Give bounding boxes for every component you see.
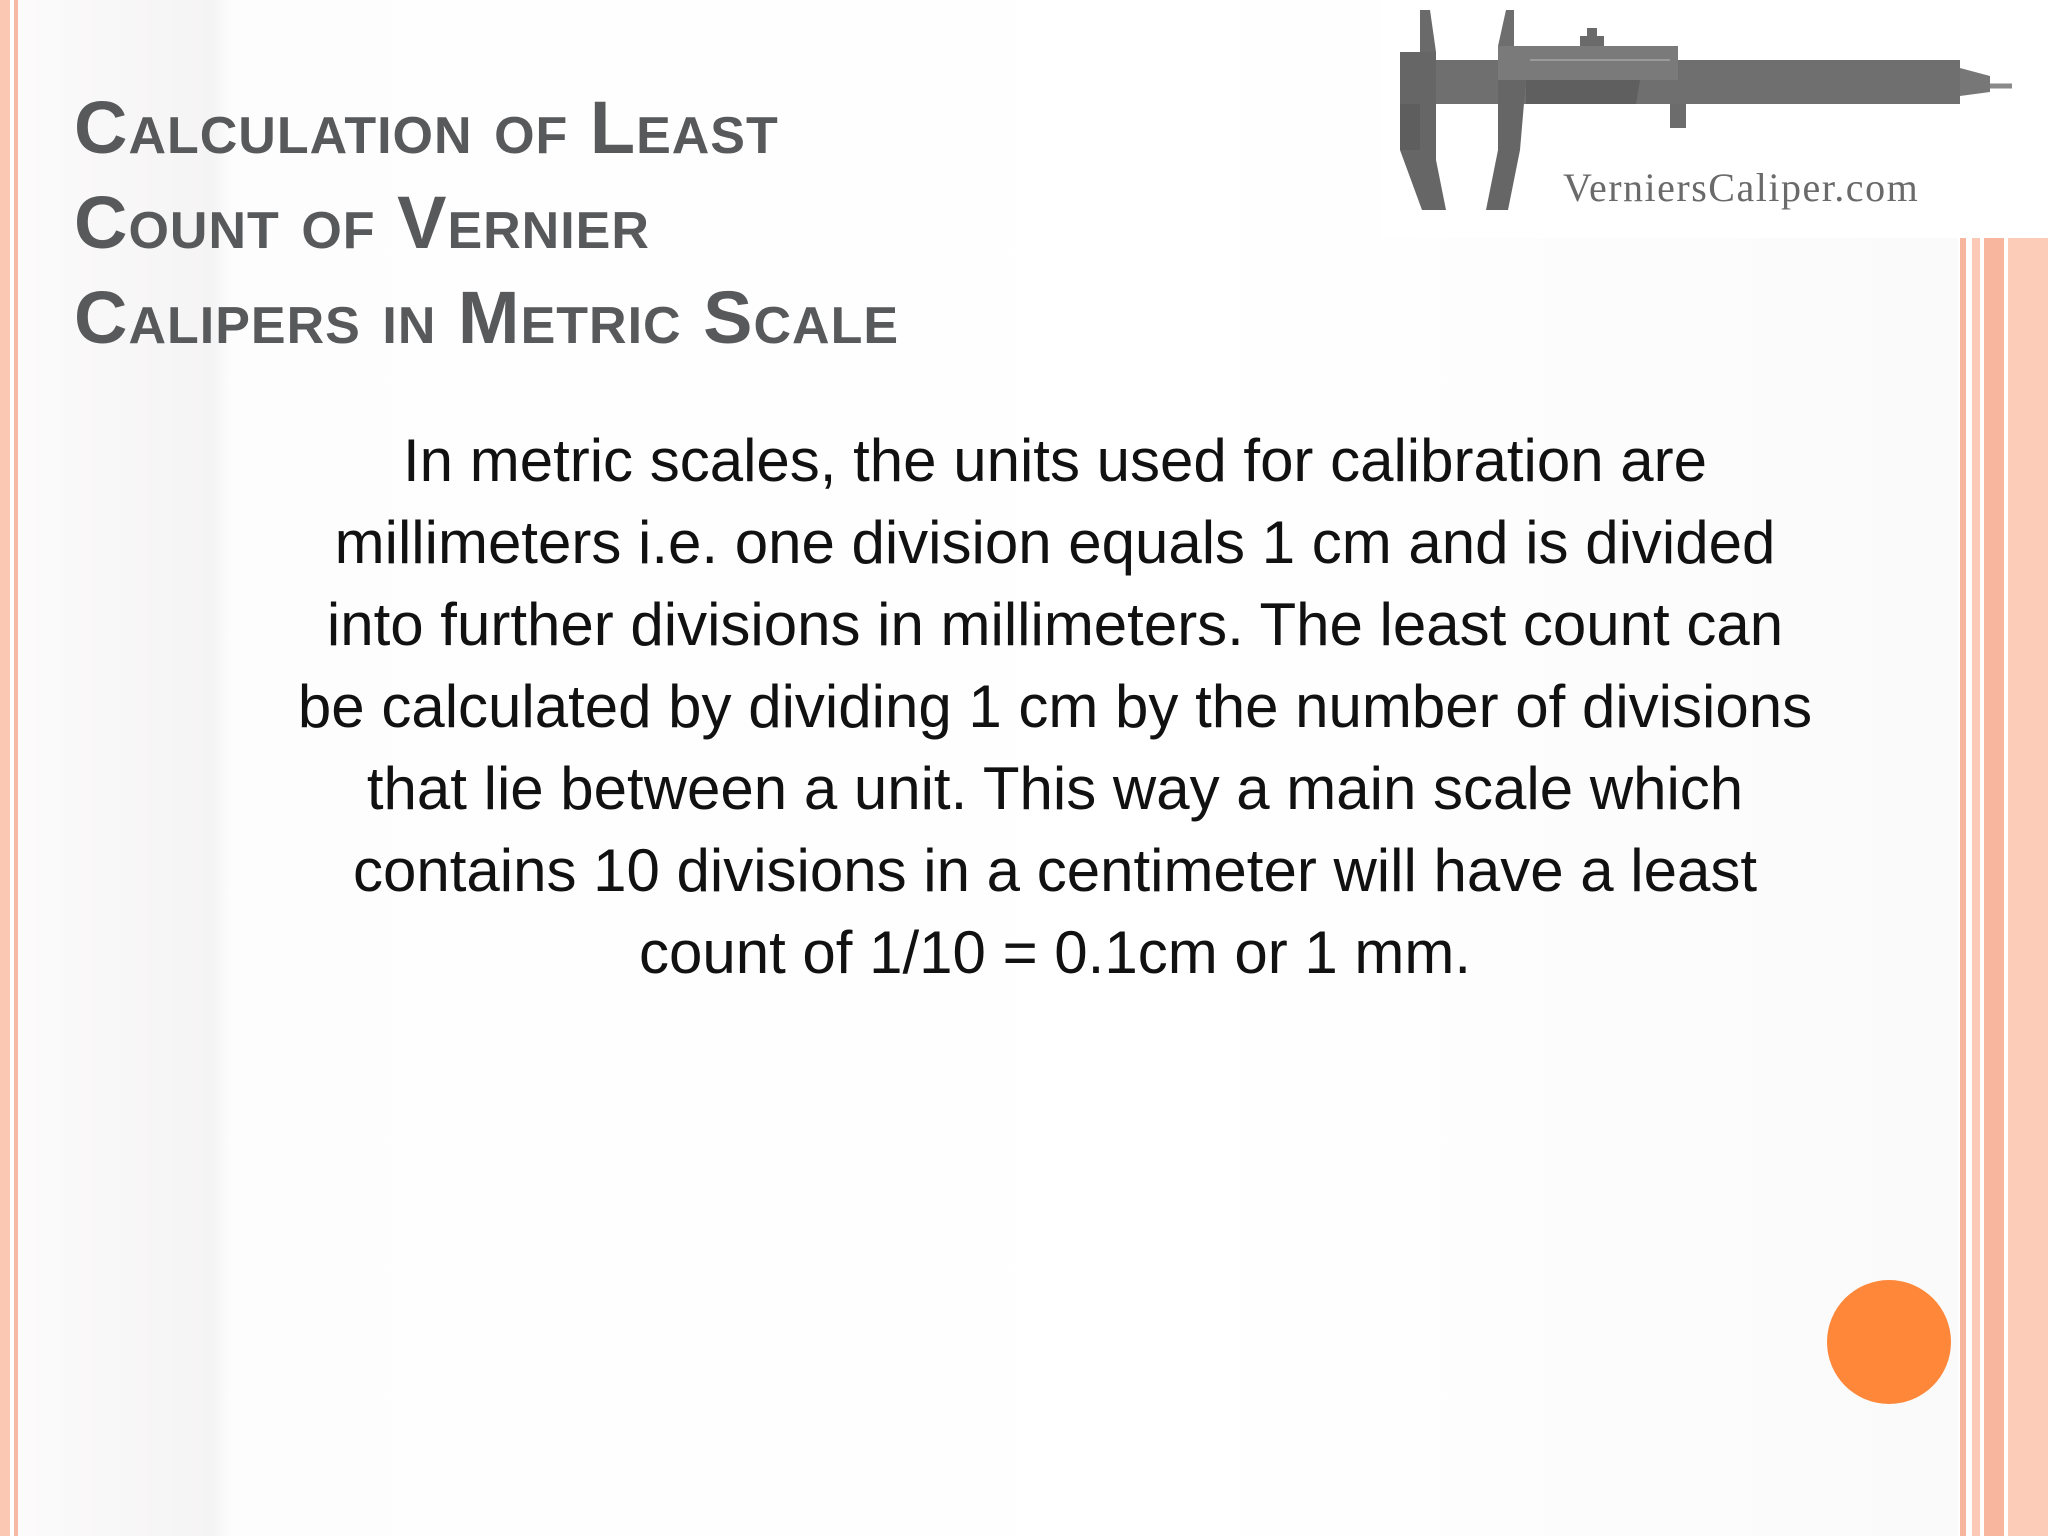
title-line: Count of Vernier [74,181,650,264]
site-logo [1380,0,2048,238]
right-accent-bar [1972,238,1980,1536]
right-accent-bar [1960,238,1966,1536]
title-line: Calipers in Metric Scale [74,276,900,359]
decorative-circle [1827,1280,1951,1404]
body-line: contains 10 divisions in a centimeter will have a least [352,837,1758,904]
logo-text: VerniersCaliper.com [1563,165,1920,210]
body-line: that lie between a unit. This way a main scale which [366,755,1744,822]
left-accent-bar [0,0,10,1536]
right-accent-bar [2008,238,2048,1536]
slide-body [180,420,1930,994]
body-line: millimeters i.e. one division equals 1 cm and is divided [334,509,1776,576]
right-accent-bars [1958,238,2048,1536]
body-line: In metric scales, the units used for calibration are [403,427,1707,494]
body-line: count of 1/10 = 0.1cm or 1 mm. [638,919,1472,986]
left-accent-line [14,0,18,1536]
title-line: Calculation of Least [74,86,779,169]
slide-title [74,80,1074,365]
body-line: be calculated by dividing 1 cm by the number of divisions [297,673,1813,740]
right-accent-bar [1984,238,2004,1536]
body-line: into further divisions in millimeters. The least count can [326,591,1784,658]
